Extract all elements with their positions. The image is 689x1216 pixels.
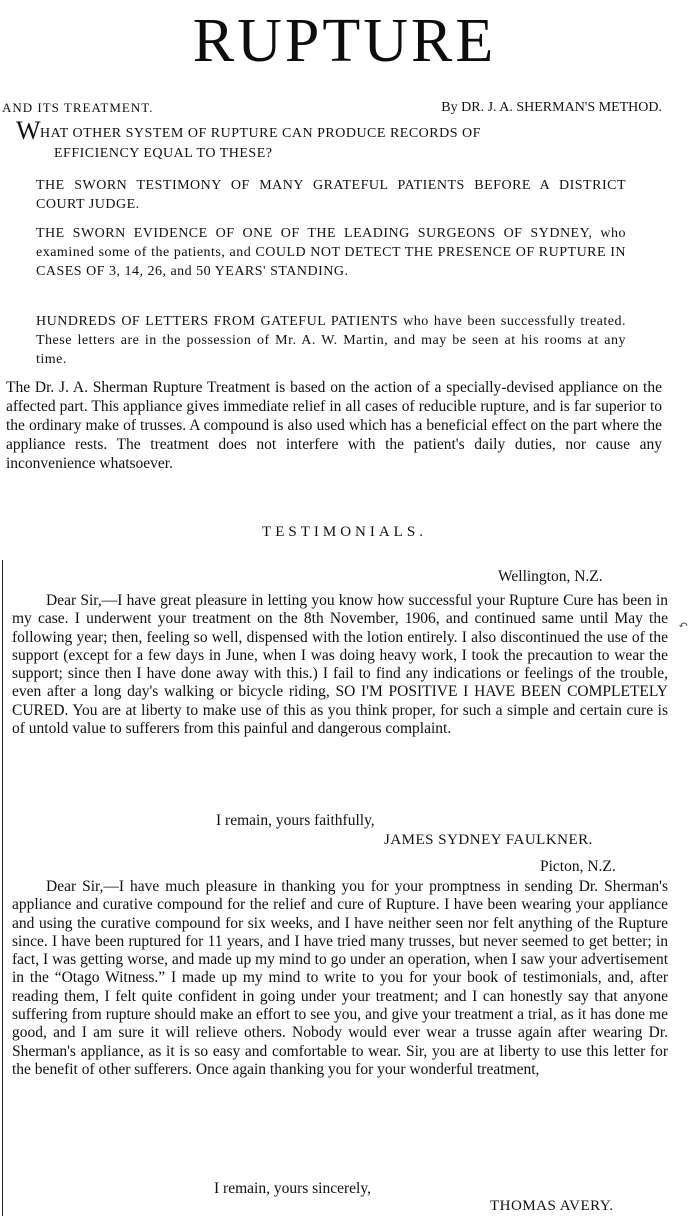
drop-cap: W [16,116,41,145]
letter-place: Picton, N.Z. [540,858,616,875]
subheading [2,100,662,120]
intro-paragraph: The Dr. J. A. Sherman Rupture Treatment is based on the action of a specially-devised appliance on the affected part. This appliance gives immediate relief in all cases of reducible rupture, and is far superior to the ordinary make of trusses. A compound is also used which has a beneficial effect on the part where the appliance rests. The treatment does not interfere with the patient's daily duties, nor cause any inconvenience whatsoever. [6,379,662,472]
question-line-2: EFFICIENCY EQUAL TO THESE? [54,146,273,161]
point-letters: HUNDREDS OF LETTERS FROM GATEFUL PATIENTS who have been successfully treated. These letters are in the possession of Mr. A. W. Martin, and may be seen at his rooms at any time. [36,314,626,367]
letter-closing: I remain, yours sincerely, [214,1180,371,1197]
column-rule [2,560,3,1216]
letter-text: Dear Sir,—I have much pleasure in thanking you for your promptness in sending Dr. Sherman's appliance and curative compound for the relief and cure of Rupture. I have been wearing your appliance and using the curative compound for six weeks, and I have neither seen nor felt anything of the Rupture since. I have been ruptured for 11 years, and I have tried many trusses, but never seemed to get better; in fact, I was getting worse, and made up my mind to go under an operation, when I saw your advertisement in the “Otago Witness.” I made up my mind to write to you for your book of testimonials, and, after reading them, I felt quite confident in going under your treatment; and I can honestly say that anyone suffering from rupture should make an effort to see you, and give your treatment a trial, as it has done me good, and I am sure it will relieve others. Nobody would ever wear a trusse again after wearing Dr. Sherman's appliance, as it is so easy and comfortable to wear. Sir, you are at liberty to use this letter for the benefit of other sufferers. Once again thanking you for your wonderful treatment, [12,878,668,1078]
subheading-left: AND ITS TREATMENT. [2,100,154,115]
point-sworn-testimony: THE SWORN TESTIMONY OF MANY GRATEFUL PATIENTS BEFORE A DISTRICT COURT JUDGE. [36,178,626,212]
letter-signature: THOMAS AVERY. [490,1198,614,1214]
letter-text: Dear Sir,—I have great pleasure in letting you know how successful your Rupture Cure has been in my case. I underwent your treatment on the 8th November, 1906, and continued same until May the following year; then, feeling so well, dispensed with the lotion entirely. I also discontinued the use of the support (except for a few days in June, when I was doing heavy work, I took the precaution to wear the support; since then I have done away with this.) I fail to find any indications or feelings of the trouble, even after a long day's walking or bicycle riding, SO I'M POSITIVE I HAVE BEEN COMPLETELY CURED. You are at liberty to make use of this as you think proper, for such a simple and certain cure is of untold value to sufferers from this painful and dangerous complaint. [12,592,668,738]
question-line-1: HAT OTHER SYSTEM OF RUPTURE CAN PRODUCE RECORDS OF [40,126,481,141]
subheading-right: By DR. J. A. SHERMAN'S METHOD. [441,100,662,115]
letter-signature: JAMES SYDNEY FAULKNER. [384,832,593,848]
headline: RUPTURE [192,7,497,75]
point-sworn-evidence: THE SWORN EVIDENCE OF ONE OF THE LEADING SURGEONS OF SYDNEY, who examined some of the patients, and COULD NOT DETECT THE PRESENCE OF RUPTURE IN CASES OF 3, 14, 26, and 50 YEARS' STANDING. [36,226,626,279]
testimonials-heading: TESTIMONIALS. [262,524,427,540]
letter-closing: I remain, yours faithfully, [216,812,375,829]
letter-body [12,592,668,738]
letter-body [12,878,668,1079]
margin-mark: ↶ [678,618,689,632]
letter-place: Wellington, N.Z. [498,568,603,585]
